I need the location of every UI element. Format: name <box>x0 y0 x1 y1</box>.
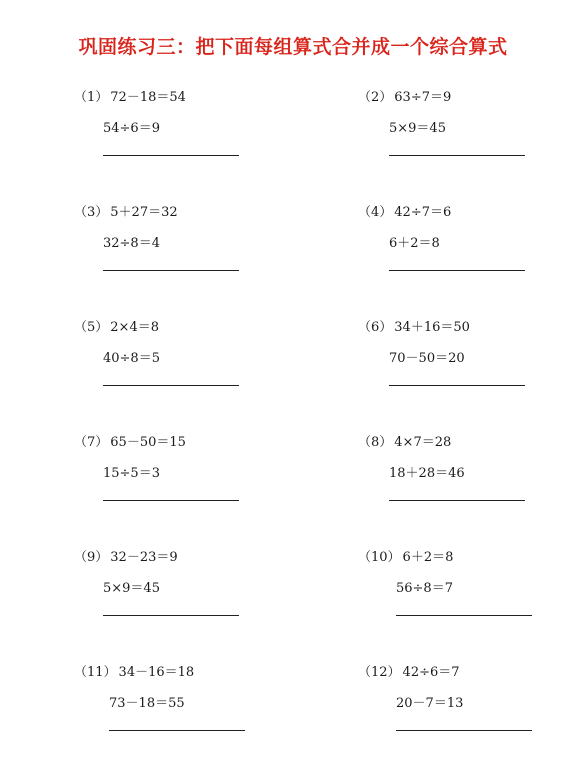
equation-2: 32÷8＝4 <box>103 236 160 251</box>
answer-line[interactable] <box>389 270 525 271</box>
equation-1: 65－50＝15 <box>110 435 186 450</box>
equation-2: 56÷8＝7 <box>396 581 453 596</box>
problem-1 <box>74 86 314 186</box>
equation-1: 42÷6＝7 <box>402 665 460 680</box>
problem-number: （9） <box>74 550 109 565</box>
problem-number: （6） <box>358 320 393 335</box>
answer-line[interactable] <box>103 500 239 501</box>
page-title: 巩固练习三：把下面每组算式合并成一个综合算式 <box>78 36 508 58</box>
problem-number: （3） <box>74 205 109 220</box>
answer-line[interactable] <box>103 385 239 386</box>
problem-4 <box>358 201 586 301</box>
answer-line[interactable] <box>103 155 239 156</box>
answer-line[interactable] <box>389 500 525 501</box>
problem-12 <box>358 661 586 761</box>
problem-number: （11） <box>74 665 117 680</box>
equation-1: 4×7＝28 <box>394 435 452 450</box>
equation-1: 5＋27＝32 <box>110 205 178 220</box>
answer-line[interactable] <box>396 615 532 616</box>
equation-2: 15÷5＝3 <box>103 466 160 481</box>
problem-number: （12） <box>358 665 401 680</box>
equation-1: 34＋16＝50 <box>394 320 470 335</box>
equation-2: 20－7＝13 <box>396 696 464 711</box>
answer-line[interactable] <box>389 385 525 386</box>
equation-2: 18＋28＝46 <box>389 466 465 481</box>
problem-number: （2） <box>358 90 393 105</box>
problem-number: （10） <box>358 550 401 565</box>
equation-1: 42÷7＝6 <box>394 205 452 220</box>
equation-1: 72－18＝54 <box>110 90 186 105</box>
problem-number: （8） <box>358 435 393 450</box>
problem-7 <box>74 431 314 531</box>
problem-6 <box>358 316 586 416</box>
equation-2: 73－18＝55 <box>109 696 185 711</box>
equation-1: 63÷7＝9 <box>394 90 452 105</box>
problem-number: （7） <box>74 435 109 450</box>
answer-line[interactable] <box>389 155 525 156</box>
problem-11 <box>74 661 314 761</box>
problem-number: （4） <box>358 205 393 220</box>
problem-10 <box>358 546 586 646</box>
equation-2: 5×9＝45 <box>103 581 160 596</box>
problem-5 <box>74 316 314 416</box>
problem-number: （5） <box>74 320 109 335</box>
problem-2 <box>358 86 586 186</box>
answer-line[interactable] <box>103 615 239 616</box>
problem-3 <box>74 201 314 301</box>
answer-line[interactable] <box>109 730 245 731</box>
equation-1: 34－16＝18 <box>118 665 195 680</box>
equation-2: 40÷8＝5 <box>103 351 160 366</box>
equation-2: 70－50＝20 <box>389 351 465 366</box>
problem-9 <box>74 546 314 646</box>
equation-2: 54÷6＝9 <box>103 121 160 136</box>
equation-1: 32－23＝9 <box>110 550 178 565</box>
answer-line[interactable] <box>396 730 532 731</box>
equation-1: 6＋2＝8 <box>402 550 454 565</box>
equation-1: 2×4＝8 <box>110 320 159 335</box>
equation-2: 6＋2＝8 <box>389 236 440 251</box>
equation-2: 5×9＝45 <box>389 121 446 136</box>
problem-8 <box>358 431 586 531</box>
answer-line[interactable] <box>103 270 239 271</box>
problem-number: （1） <box>74 90 109 105</box>
